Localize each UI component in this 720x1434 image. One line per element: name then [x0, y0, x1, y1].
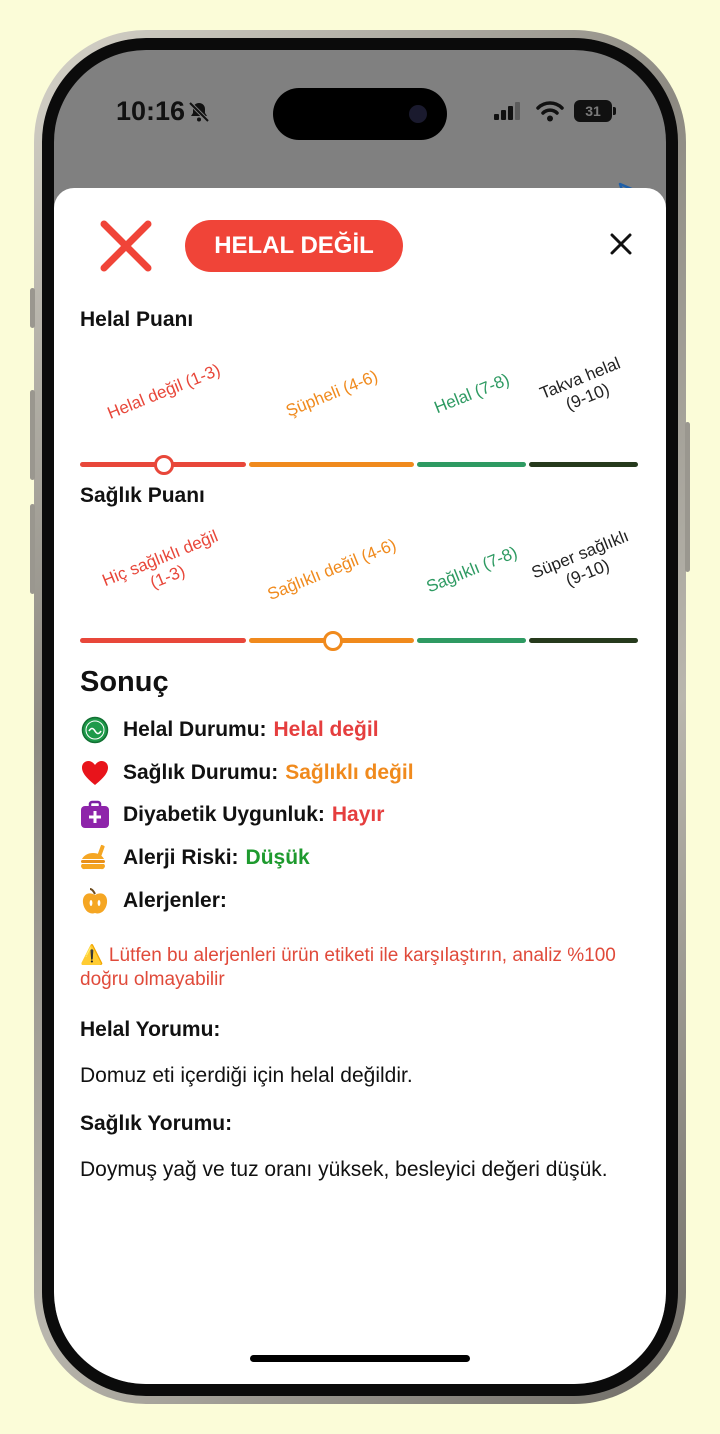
halal-score-label: Takva helal (9-10) [537, 353, 624, 415]
halal-score-knob[interactable] [154, 455, 174, 475]
screen [54, 50, 666, 1384]
bell-off-icon [188, 101, 210, 123]
not-halal-x-icon [100, 220, 152, 272]
volume-up-button [30, 390, 35, 480]
halal-comment-title: Helal Yorumu: [80, 1018, 221, 1041]
halal-score-label: Helal değil (1-3) [104, 360, 224, 423]
health-score-segment [417, 638, 526, 643]
halal-score-label: Helal (7-8) [431, 369, 513, 418]
allergy-risk-row [80, 843, 310, 873]
status-bar [54, 50, 666, 170]
diabetic-value: Hayır [331, 803, 385, 826]
health-comment-title: Sağlık Yorumu: [80, 1112, 233, 1135]
halal-status-badge: HELAL DEĞİL [185, 220, 403, 272]
close-icon[interactable] [610, 233, 632, 255]
halal-logo-icon [80, 715, 110, 745]
heart-icon [80, 758, 110, 788]
health-status-row [80, 758, 414, 788]
halal-status-label: Helal Durumu: [123, 718, 267, 741]
side-button [685, 422, 690, 572]
health-comment: Doymuş yağ ve tuz oranı yüksek, besleyici değeri düşük. [80, 1158, 608, 1181]
result-sheet [54, 188, 666, 1384]
health-status-value: Sağlıklı değil [285, 761, 414, 784]
allergen-warning: ⚠️ Lütfen bu alerjenleri ürün etiketi ile karşılaştırın, analiz %100 doğru olmayabilir [80, 945, 616, 990]
health-score-scale[interactable] [80, 514, 640, 664]
cellular-signal-icon [494, 102, 524, 120]
apple-icon [80, 886, 110, 916]
halal-status-value: Helal değil [273, 718, 379, 741]
allergens-row [80, 886, 227, 916]
health-score-knob[interactable] [323, 631, 343, 651]
food-icon [80, 843, 110, 873]
health-score-segment [529, 638, 638, 643]
halal-score-scale[interactable] [80, 338, 640, 488]
phone-frame [34, 30, 686, 1404]
battery-icon: 31 [574, 100, 612, 122]
halal-score-segment [529, 462, 638, 467]
health-score-label: Süper sağlıklı (9-10) [528, 526, 632, 591]
health-status-label: Sağlık Durumu: [123, 761, 279, 784]
result-title: Sonuç [80, 666, 169, 698]
action-button [30, 288, 35, 328]
health-score-label: Hiç sağlıklı değil (1-3) [99, 526, 221, 593]
halal-score-title: Helal Puanı [80, 308, 194, 331]
halal-status-row [80, 715, 379, 745]
allergy-risk-value: Düşük [245, 846, 310, 869]
halal-comment: Domuz eti içerdiği için helal değildir. [80, 1064, 413, 1087]
health-score-label: Sağlıklı (7-8) [423, 542, 521, 597]
wifi-icon [536, 100, 564, 122]
home-indicator[interactable] [250, 1355, 470, 1362]
diabetic-row [80, 800, 384, 830]
halal-score-segment [249, 462, 414, 467]
diabetic-label: Diyabetik Uygunluk: [123, 803, 325, 826]
allergy-risk-label: Alerji Riski: [123, 846, 239, 869]
health-score-segment [80, 638, 246, 643]
status-time: 10:16 [116, 96, 186, 126]
medical-kit-icon [80, 800, 110, 830]
camera-icon [409, 105, 427, 123]
dynamic-island [273, 88, 447, 140]
health-score-label: Sağlıklı değil (4-6) [264, 535, 399, 605]
volume-down-button [30, 504, 35, 594]
allergens-label: Alerjenler: [123, 889, 227, 912]
bezel [42, 38, 678, 1396]
halal-score-segment [417, 462, 526, 467]
halal-score-label: Şüpheli (4-6) [283, 366, 381, 421]
health-score-title: Sağlık Puanı [80, 484, 205, 507]
